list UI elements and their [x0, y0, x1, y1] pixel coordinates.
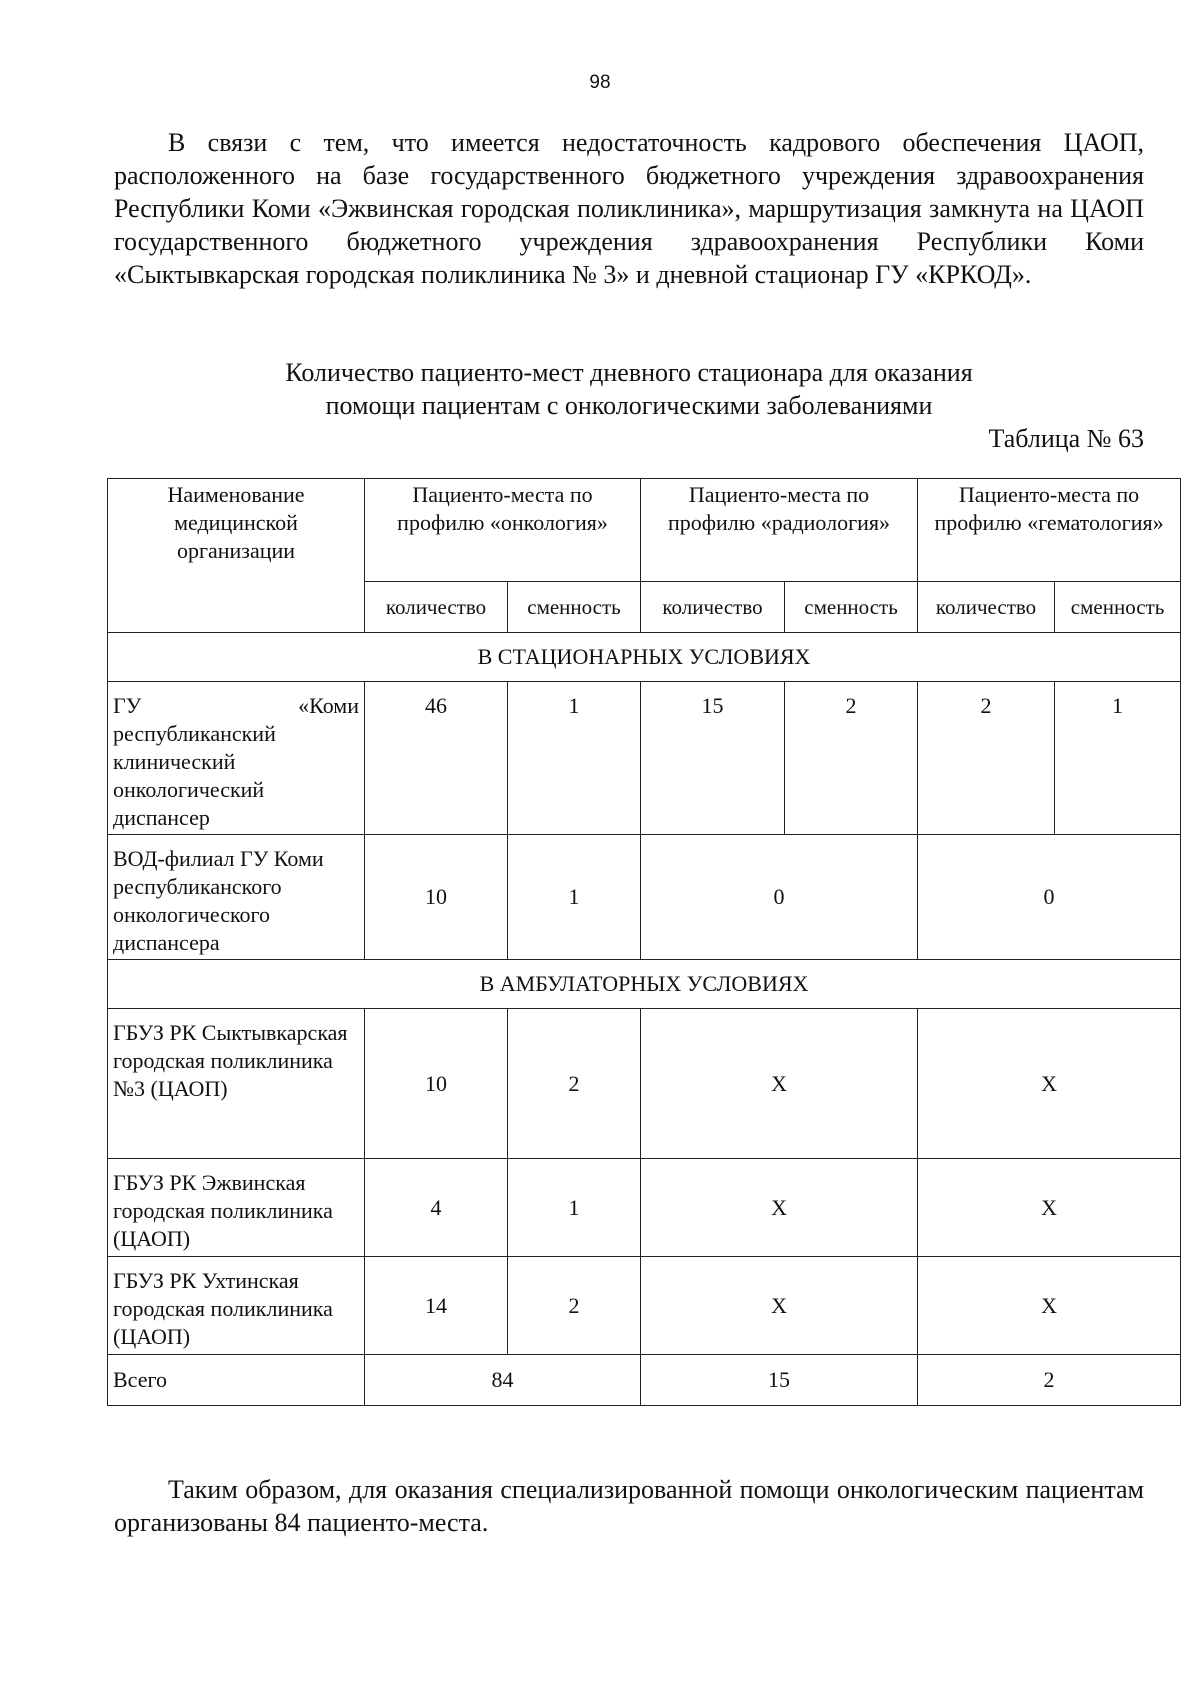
hematology-merged-cell: Х: [918, 1159, 1181, 1257]
oncology-quantity-cell: 10: [365, 1009, 508, 1159]
table-row: [108, 1257, 1181, 1355]
oncology-shift-cell: 1: [508, 1159, 641, 1257]
radiology-shift-cell: 2: [785, 682, 918, 835]
total-radiology: 15: [641, 1355, 918, 1406]
total-oncology: 84: [365, 1355, 641, 1406]
subheader-oncology-quantity: количество: [365, 582, 508, 633]
section-inpatient: В СТАЦИОНАРНЫХ УСЛОВИЯХ: [108, 633, 1181, 682]
radiology-quantity-cell: 15: [641, 682, 785, 835]
section-row-inpatient: [108, 633, 1181, 682]
table-row: [108, 1009, 1181, 1159]
header-org: Наименование медицинской организации: [108, 479, 365, 633]
org-name-cell: ГБУЗ РК Ухтинская городская поликлиника (ЦАОП): [108, 1257, 365, 1355]
oncology-quantity-cell: 10: [365, 835, 508, 960]
subheader-radiology-shift: сменность: [785, 582, 918, 633]
subheader-hematology-quantity: количество: [918, 582, 1055, 633]
intro-paragraph: В связи с тем, что имеется недостаточность кадрового обеспечения ЦАОП, расположенного на базе государственного бюджетного учреждения здравоохранения Республики Коми «Эжвинская городская поликлиника», маршрутизация замкнута на ЦАОП государственного бюджетного учреждения здравоохранения Республики Коми «Сыктывкарская городская поликлиника № 3» и дневной стационар ГУ «КРКОД».: [114, 128, 1144, 289]
radiology-merged-cell: 0: [641, 835, 918, 960]
header-radiology: Пациенто-места по профилю «радиология»: [641, 479, 918, 582]
header-hematology: Пациенто-места по профилю «гематология»: [918, 479, 1181, 582]
oncology-shift-cell: 2: [508, 1009, 641, 1159]
subheader-radiology-quantity: количество: [641, 582, 785, 633]
hematology-merged-cell: Х: [918, 1009, 1181, 1159]
table-header-row: [108, 479, 1181, 582]
total-hematology: 2: [918, 1355, 1181, 1406]
oncology-quantity-cell: 4: [365, 1159, 508, 1257]
org-name-cell: ГБУЗ РК Эжвинская городская поликлиника (ЦАОП): [108, 1159, 365, 1257]
table-row: [108, 835, 1181, 960]
org-name-cell: [108, 682, 365, 835]
patient-places-table: [107, 478, 1181, 1406]
org-name-part: «Коми: [298, 693, 359, 718]
radiology-merged-cell: Х: [641, 1159, 918, 1257]
table-title: [114, 356, 1144, 422]
oncology-shift-cell: 2: [508, 1257, 641, 1355]
section-row-outpatient: [108, 960, 1181, 1009]
org-name-first-line: [113, 692, 359, 720]
oncology-shift-cell: 1: [508, 835, 641, 960]
table-title-line-1: Количество пациенто-мест дневного стационара для оказания: [285, 358, 973, 387]
total-row: [108, 1355, 1181, 1406]
total-label: Всего: [108, 1355, 365, 1406]
table-number: Таблица № 63: [988, 424, 1144, 453]
org-name-cell: ГБУЗ РК Сыктывкарская городская поликлиника №3 (ЦАОП): [108, 1009, 365, 1159]
radiology-merged-cell: Х: [641, 1257, 918, 1355]
table-row: [108, 1159, 1181, 1257]
hematology-shift-cell: 1: [1055, 682, 1181, 835]
org-name-cell: ВОД-филиал ГУ Коми республиканского онкологического диспансера: [108, 835, 365, 960]
org-name-rest: республиканский клинический онкологический диспансер: [113, 721, 276, 830]
hematology-quantity-cell: 2: [918, 682, 1055, 835]
oncology-shift-cell: 1: [508, 682, 641, 835]
header-oncology: Пациенто-места по профилю «онкология»: [365, 479, 641, 582]
radiology-merged-cell: Х: [641, 1009, 918, 1159]
subheader-oncology-shift: сменность: [508, 582, 641, 633]
subheader-hematology-shift: сменность: [1055, 582, 1181, 633]
page-number: 98: [589, 72, 611, 93]
outro-paragraph: Таким образом, для оказания специализированной помощи онкологическим пациентам организованы 84 пациенто-места.: [114, 1475, 1144, 1537]
section-outpatient: В АМБУЛАТОРНЫХ УСЛОВИЯХ: [108, 960, 1181, 1009]
hematology-merged-cell: 0: [918, 835, 1181, 960]
org-name-part: ГУ: [113, 693, 142, 718]
table-title-line-2: помощи пациентам с онкологическими заболеваниями: [325, 391, 933, 420]
oncology-quantity-cell: 46: [365, 682, 508, 835]
oncology-quantity-cell: 14: [365, 1257, 508, 1355]
table-row: [108, 682, 1181, 835]
hematology-merged-cell: Х: [918, 1257, 1181, 1355]
